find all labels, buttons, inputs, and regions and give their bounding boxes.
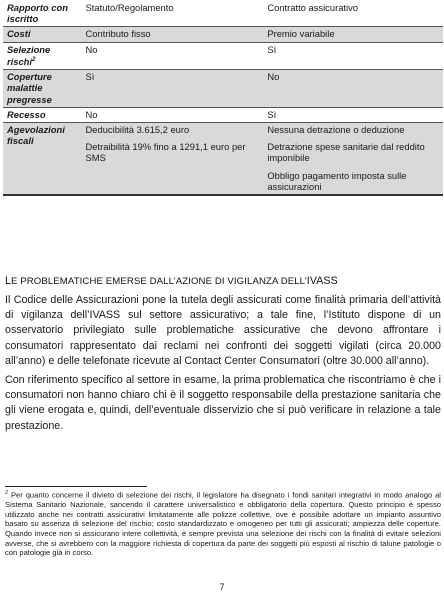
contratto-cell — [263, 70, 443, 108]
contratto-cell — [263, 107, 443, 122]
cell-text: Nessuna detrazione o deduzione — [267, 123, 405, 135]
row-header: Rapporto con iscritto — [3, 1, 82, 27]
footnote-separator — [5, 486, 147, 487]
cell-text: Detrazione spese sanitarie dal reddito imponibile — [267, 141, 425, 164]
statuto-cell — [82, 70, 264, 108]
table-row — [3, 27, 443, 42]
table-row — [3, 107, 443, 122]
cell-text: No — [85, 108, 98, 120]
page-number: 7 — [219, 582, 225, 592]
table-row — [3, 1, 443, 27]
cell-text: No — [85, 43, 98, 55]
statuto-cell — [82, 42, 264, 70]
body-paragraph-2: Con riferimento specifico al settore in esame, la prima problematica che riscontriamo è che i consumatori non hanno chiaro chi è il soggetto responsabile della prestazione sanitaria che gli viene erogata e, quindi, dell’eventuale disservizio che si può verificare in relazione a tale prestazione. — [5, 374, 441, 432]
footnote-mark: 2 — [5, 490, 9, 496]
contratto-cell — [263, 27, 443, 42]
contratto-cell — [263, 1, 443, 27]
cell-text: Premio variabile — [267, 28, 335, 40]
cell-text: Contratto assicurativo — [267, 2, 358, 13]
row-header: Agevolazioni fiscali — [3, 122, 82, 195]
table-row — [3, 70, 443, 108]
table-row — [3, 42, 443, 70]
statuto-cell — [82, 1, 264, 27]
body-paragraph-1: Il Codice delle Assicurazioni pone la tutela degli assicurati come finalità primaria dell’attività di vigilanza dell’IVASS sul settore assicurativo; a tale fine, l’Istituto dispone di un osservatorio privilegiato sulle problematiche assicurative che devono affrontare i consumatori rappresentato dai reclami nei confronti dei soggetti vigilati (circa 20.000 all’anno) e delle telefonate ricevute al Contact Center Consumatori (oltre 30.000 all’anno). — [5, 294, 441, 367]
statuto-cell — [82, 122, 264, 195]
section-heading — [5, 275, 439, 287]
row-header: Selezione rischi$^2$ — [3, 42, 82, 70]
contratto-cell — [263, 42, 443, 70]
cell-text: Sì — [85, 71, 95, 83]
cell-text: Detraibilità 19% fino a 1291,1 euro per SMS — [85, 141, 246, 164]
footnote-text: Per quanto concerne il divieto di selezione dei rischi, il legislatore ha disegnato i fondi sanitari integrativi in modo analogo al Sistema Sanitario Nazionale, sancendo il carattere universalistico e obbligatorio della copertura. Questo principio è spesso utilizzato anche nei contratti assicurativi limitatamente alle polizze collettive, ove è possibile adottare un impianto assuntivo basato su assenza di selezione del rischio; costo standardizzato e omogeneo per tutti gli assicurati; ampiezza delle coperture. Quando invece non si assicurano intere collettività, è sempre prevista una selezione dei rischi con la finalità di evitare selezioni avverse, che si avrebbero con la maggiore richiesta di copertura da parte dei soggetti più esposti al rischio di talune patologie o con patologie già in corso. — [5, 490, 441, 558]
row-header: Costi — [3, 27, 82, 42]
cell-text: Statuto/Regolamento — [85, 2, 174, 13]
cell-text: Deducibilità 3.615,2 euro — [85, 123, 190, 135]
comparison-table — [3, 1, 443, 196]
cell-text: Obbligo pagamento imposta sulle assicurazioni — [267, 169, 407, 192]
cell-text: Sì — [267, 108, 277, 120]
statuto-cell — [82, 107, 264, 122]
cell-text: Sì — [267, 43, 277, 55]
table-row — [3, 122, 443, 195]
footnote-reference: 2 — [32, 56, 36, 63]
contratto-cell — [263, 122, 443, 195]
cell-text: No — [267, 71, 280, 83]
row-header: Recesso — [3, 107, 82, 122]
footnote — [5, 489, 441, 558]
row-header: Coperture malattie pregresse — [3, 70, 82, 108]
cell-text: Contributo fisso — [85, 28, 151, 40]
statuto-cell — [82, 27, 264, 42]
section-heading-text: LE PROBLEMATICHE EMERSE DALL’AZIONE DI VIGILANZA DELL’IVASS — [5, 275, 338, 287]
